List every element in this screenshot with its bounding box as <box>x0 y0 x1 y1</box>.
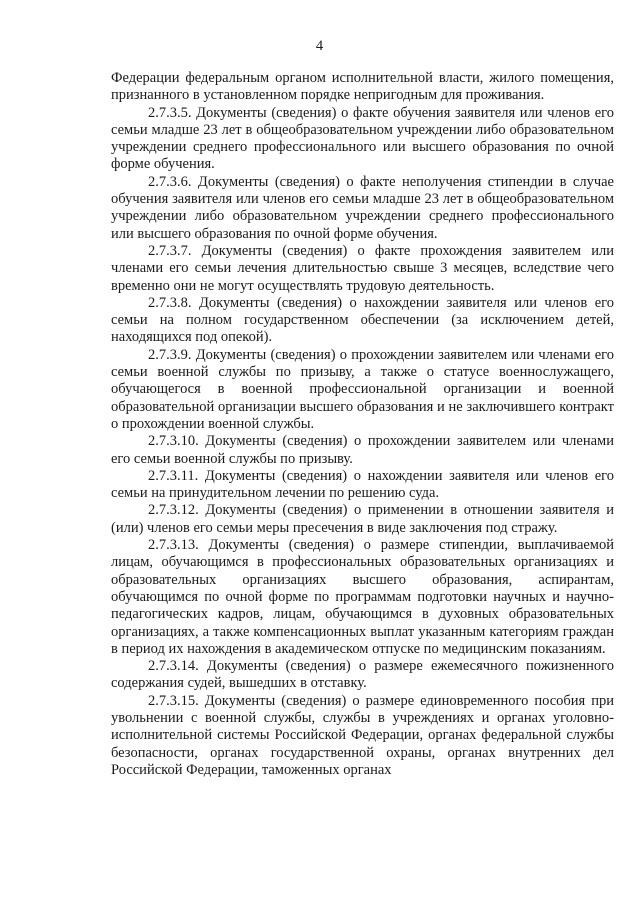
paragraph-2-7-3-10: 2.7.3.10. Документы (сведения) о прохождении заявителем или членами его семьи военной службы по призыву. <box>111 433 614 467</box>
paragraph-2-7-3-13: 2.7.3.13. Документы (сведения) о размере стипендии, выплачиваемой лицам, обучающимся в профессиональных образовательных организациях и образовательных организациях высшего образования, аспирантам, обучающимся по очной форме по программам подготовки научных и научно-педагогических кадров, лицам, обучающимся в духовных образовательных организациях, а также компенсационных выплат указанным категориям граждан в период их нахождения в академическом отпуске по медицинским показаниям. <box>111 537 614 657</box>
paragraph-2-7-3-15: 2.7.3.15. Документы (сведения) о размере единовременного пособия при увольнении с военной службы, службы в учреждениях и органах уголовно-исполнительной системы Российской Федерации, органах федеральной службы безопасности, органах государственной охраны, органах внутренних дел Российской Федерации, таможенных органах <box>111 692 614 778</box>
paragraph-2-7-3-9: 2.7.3.9. Документы (сведения) о прохождении заявителем или членами его семьи военной службы по призыву, а также о статусе военнослужащего, обучающегося в военной профессиональной организации и военной образовательной организации высшего образования и не заключившего контракт о прохождении военной службы. <box>111 346 614 432</box>
paragraph-continuation: Федерации федеральным органом исполнительной власти, жилого помещения, признанного в установленном порядке непригодным для проживания. <box>111 70 614 104</box>
paragraph-2-7-3-14: 2.7.3.14. Документы (сведения) о размере ежемесячного пожизненного содержания судей, вышедших в отставку. <box>111 658 614 692</box>
paragraph-2-7-3-6: 2.7.3.6. Документы (сведения) о факте неполучения стипендии в случае обучения заявителя или членов его семьи младше 23 лет в общеобразовательном учреждении либо образовательном учреждении среднего профессионального или высшего образования по очной форме обучения. <box>111 173 614 242</box>
paragraph-2-7-3-7: 2.7.3.7. Документы (сведения) о факте прохождения заявителем или членами его семьи лечения длительностью свыше 3 месяцев, вследствие чего временно они не могут осуществлять трудовую деятельность. <box>111 242 614 294</box>
page-number: 4 <box>315 38 324 54</box>
paragraph-2-7-3-5: 2.7.3.5. Документы (сведения) о факте обучения заявителя или членов его семьи младше 23 лет в общеобразовательном учреждении либо образовательном учреждении среднего профессионального или высшего образования по очной форме обучения. <box>111 104 614 173</box>
paragraph-2-7-3-11: 2.7.3.11. Документы (сведения) о нахождении заявителя или членов его семьи на принудительном лечении по решению суда. <box>111 467 614 502</box>
document-body <box>111 70 614 779</box>
paragraph-2-7-3-12: 2.7.3.12. Документы (сведения) о применении в отношении заявителя и (или) членов его семьи меры пресечения в виде заключения под стражу. <box>111 502 614 536</box>
paragraph-2-7-3-8: 2.7.3.8. Документы (сведения) о нахождении заявителя или членов его семьи на полном государственном обеспечении (за исключением детей, находящихся под опекой). <box>111 294 614 346</box>
